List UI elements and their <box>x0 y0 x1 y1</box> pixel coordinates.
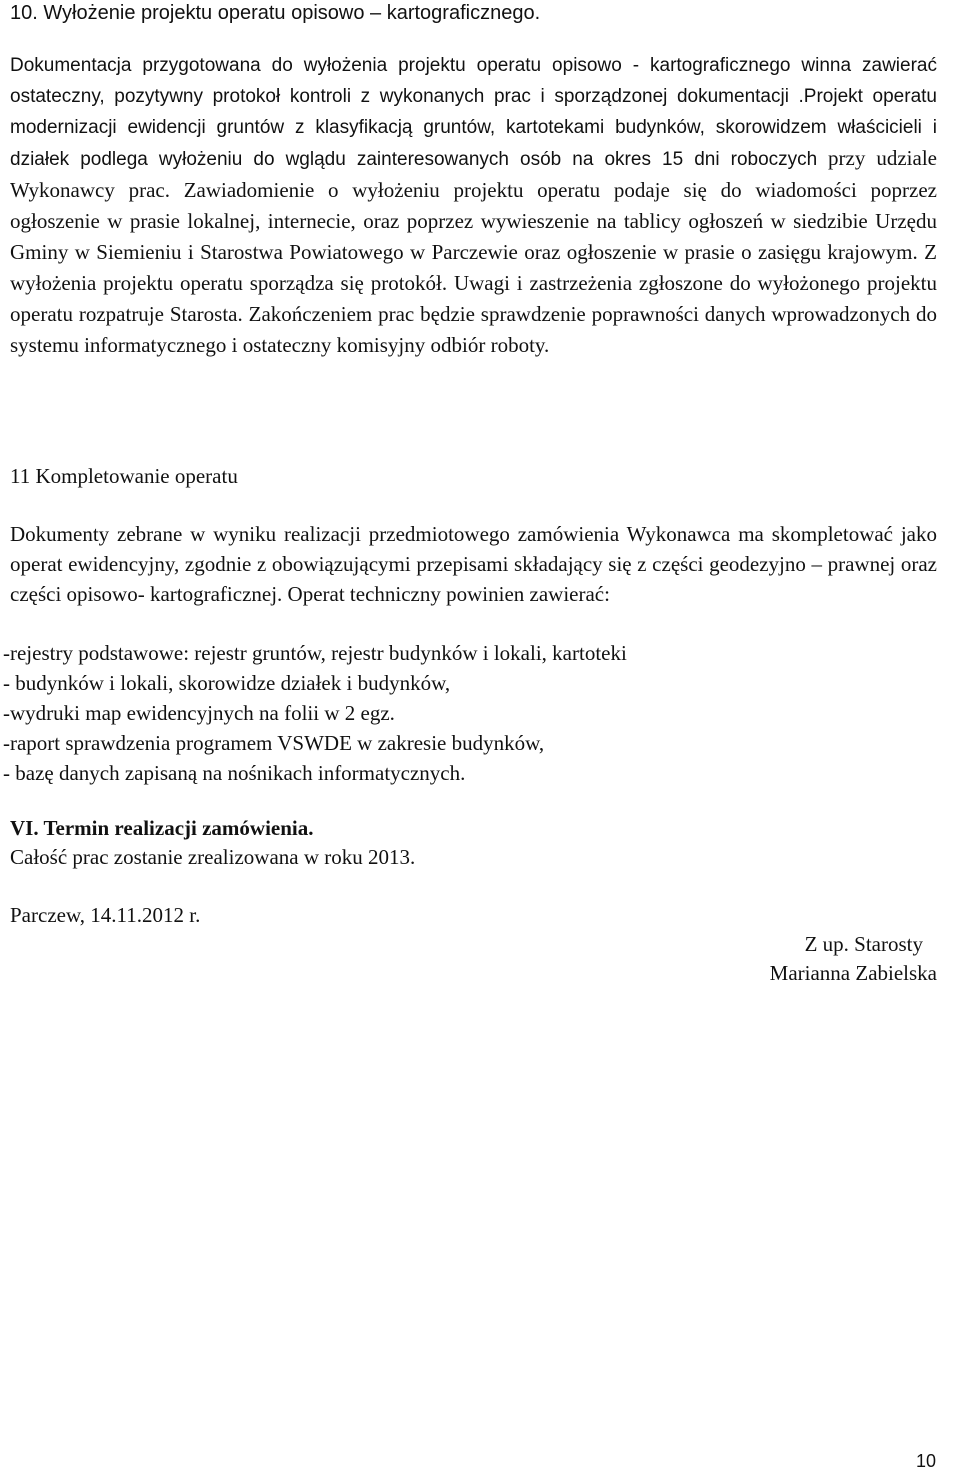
section-10-paragraph <box>10 50 937 361</box>
list-item: - budynków i lokali, skorowidze działek i budynków, <box>3 671 451 695</box>
section-6-text: Całość prac zostanie zrealizowana w roku 2013. <box>10 845 416 869</box>
section-6-heading: VI. Termin realizacji zamówienia. <box>10 816 314 840</box>
list-item: -raport sprawdzenia programem VSWDE w zakresie budynków, <box>3 731 545 755</box>
page-number: 10 <box>915 1451 936 1471</box>
section-10-paragraph-part2: przy udziale Wykonawcy prac. Zawiadomienie o wyłożeniu projektu operatu podaje się do wiadomości poprzez ogłoszenie w prasie lokalnej, internecie, oraz poprzez wywieszenie na tablicy ogłoszeń w siedzibie Urzędu Gminy w Siemieniu i Starostwa Powiatowego w Parczewie oraz ogłoszenie w prasie o zasięgu krajowym. Z wyłożenia projektu operatu sporządza się protokół. Uwagi i zastrzeżenia zgłoszone do wyłożonego projektu operatu rozpatruje Starosta. Zakończeniem prac będzie sprawdzenie poprawności danych wprowadzonych do systemu informatycznego i ostateczny komisyjny odbiór roboty. <box>10 146 937 357</box>
list-item: - bazę danych zapisaną na nośnikach informatycznych. <box>3 761 466 785</box>
section-10-paragraph-part1: Dokumentacja przygotowana do wyłożenia projektu operatu opisowo - kartograficznego winna zawierać ostateczny, pozytywny protokoł kontroli z wykonanych prac i sporządzonej dokumentacji .Projekt operatu modernizacji ewidencji gruntów z klasyfikacją gruntów, kartotekami budynków, skorowidzem właścicieli i działek podlega wyłożeniu do wglądu zainteresowanych osób na okres 15 dni roboczych <box>10 55 937 170</box>
section-11-paragraph: Dokumenty zebrane w wyniku realizacji przedmiotowego zamówienia Wykonawca ma skompletować jako operat ewidencyjny, zgodnie z obowiązującymi przepisami składający się z części geodezyjno – prawnej oraz części opisowo- kartograficznej. Operat techniczny powinien zawierać: <box>10 522 937 606</box>
list-item: -rejestry podstawowe: rejestr gruntów, rejestr budynków i lokali, kartoteki <box>3 641 627 665</box>
section-11-heading: 11 Kompletowanie operatu <box>10 464 238 488</box>
operat-contents-list <box>3 638 943 788</box>
signature-title: Z up. Starosty <box>804 932 923 956</box>
list-item: -wydruki map ewidencyjnych na folii w 2 egz. <box>3 701 395 725</box>
section-10-heading: 10. Wyłożenie projektu operatu opisowo – kartograficznego. <box>10 2 541 24</box>
place-date: Parczew, 14.11.2012 r. <box>10 903 201 927</box>
signature-name: Marianna Zabielska <box>769 961 937 985</box>
